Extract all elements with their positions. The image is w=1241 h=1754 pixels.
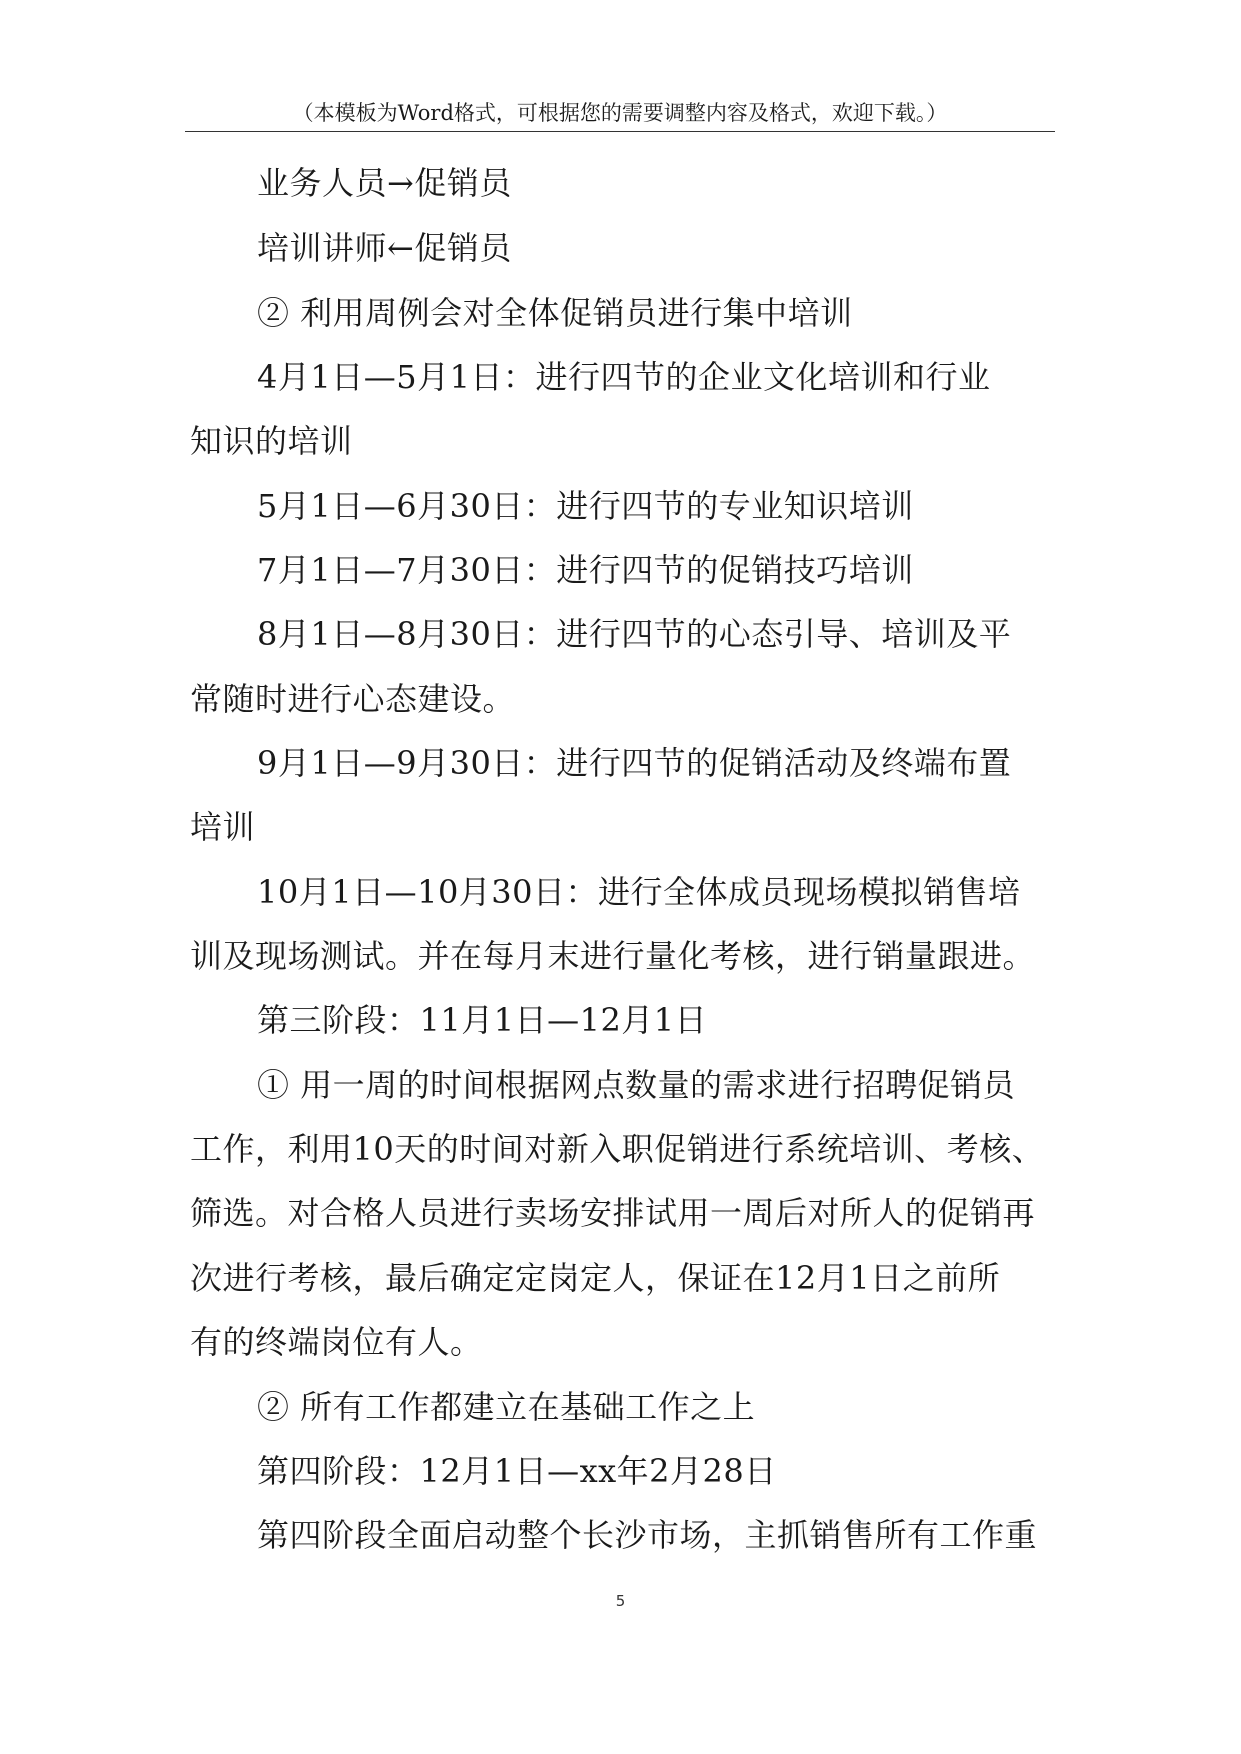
body-line: 筛选。对合格人员进行卖场安排试用一周后对所人的促销再: [190, 1194, 1036, 1232]
body-line: 培训讲师←促销员: [257, 229, 512, 267]
header-divider: [185, 131, 1055, 132]
body-line: 5月1日—6月30日：进行四节的专业知识培训: [257, 487, 914, 525]
body-line: 常随时进行心态建设。: [190, 680, 516, 718]
body-line: 第四阶段：12月1日—xx年2月28日: [257, 1452, 777, 1490]
body-line: 10月1日—10月30日：进行全体成员现场模拟销售培: [257, 873, 1021, 911]
body-line: 工作，利用10天的时间对新入职促销进行系统培训、考核、: [190, 1130, 1045, 1168]
body-line: 7月1日—7月30日：进行四节的促销技巧培训: [257, 551, 914, 589]
header-note: （本模板为Word格式，可根据您的需要调整内容及格式，欢迎下载。）: [292, 101, 948, 125]
body-line: 次进行考核，最后确定定岗定人，保证在12月1日之前所: [190, 1259, 1001, 1297]
body-line: 8月1日—8月30日：进行四节的心态引导、培训及平: [257, 615, 1012, 653]
body-line: 4月1日—5月1日：进行四节的企业文化培训和行业: [257, 358, 991, 396]
body-line: ② 所有工作都建立在基础工作之上: [257, 1388, 756, 1426]
body-line: 业务人员→促销员: [257, 164, 512, 202]
body-line: 知识的培训: [190, 422, 353, 460]
body-line: 9月1日—9月30日：进行四节的促销活动及终端布置: [257, 744, 1012, 782]
page-number: 5: [615, 1592, 626, 1610]
body-line: 有的终端岗位有人。: [190, 1323, 483, 1361]
body-line: ① 用一周的时间根据网点数量的需求进行招聘促销员: [257, 1066, 1016, 1104]
body-line: ② 利用周例会对全体促销员进行集中培训: [257, 294, 853, 332]
body-line: 第四阶段全面启动整个长沙市场，主抓销售所有工作重: [257, 1516, 1038, 1554]
body-line: 培训: [190, 808, 256, 846]
body-line: 第三阶段：11月1日—12月1日: [257, 1001, 708, 1039]
body-line: 训及现场测试。并在每月末进行量化考核，进行销量跟进。: [190, 937, 1036, 975]
